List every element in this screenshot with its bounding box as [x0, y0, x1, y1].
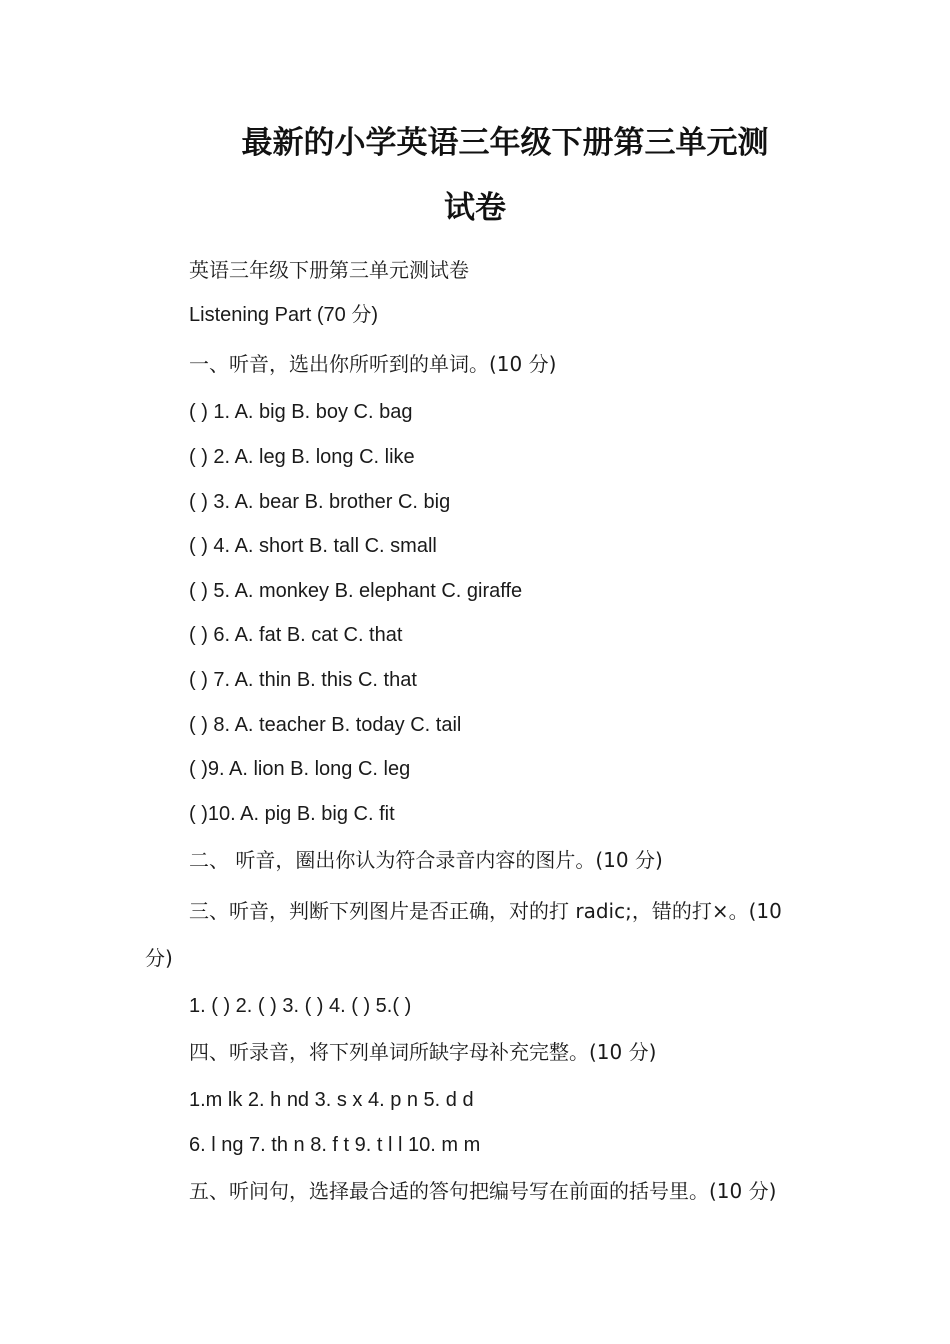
question-item-7: ( ) 7. A. thin B. this C. that: [189, 669, 417, 691]
question-heading-2: 二、 听音，圈出你认为符合录音内容的图片。(10 分): [189, 848, 663, 872]
question-item-6: ( ) 6. A. fat B. cat C. that: [189, 624, 403, 646]
question-item-5: ( ) 5. A. monkey B. elephant C. giraffe: [189, 580, 523, 602]
question-item-4: ( ) 4. A. short B. tall C. small: [189, 535, 437, 557]
question-item-8: ( ) 8. A. teacher B. today C. tail: [189, 714, 462, 736]
section-heading-listening: Listening Part (70 分): [189, 304, 378, 326]
question-item-1: ( ) 1. A. big B. boy C. bag: [189, 401, 413, 423]
document-title-line-2: 试卷: [444, 190, 506, 226]
answer-blanks-3: 1. ( ) 2. ( ) 3. ( ) 4. ( ) 5.( ): [189, 995, 412, 1017]
question-item-10: ( )10. A. pig B. big C. fit: [189, 803, 395, 825]
question-item-9: ( )9. A. lion B. long C. leg: [189, 758, 411, 780]
missing-letters-row-2: 6. l ng 7. th n 8. f t 9. t l l 10. m m: [189, 1134, 481, 1156]
subtitle: 英语三年级下册第三单元测试卷: [189, 258, 469, 282]
question-heading-3-continued: 分): [145, 946, 173, 970]
question-item-2: ( ) 2. A. leg B. long C. like: [189, 446, 415, 468]
question-heading-5: 五、听问句，选择最合适的答句把编号写在前面的括号里。(10 分): [189, 1179, 777, 1203]
question-item-3: ( ) 3. A. bear B. brother C. big: [189, 491, 451, 513]
missing-letters-row-1: 1.m lk 2. h nd 3. s x 4. p n 5. d d: [189, 1089, 474, 1111]
document-title-line-1: 最新的小学英语三年级下册第三单元测: [241, 125, 769, 161]
question-heading-1: 一、听音，选出你所听到的单词。(10 分): [189, 352, 557, 376]
question-heading-4: 四、听录音，将下列单词所缺字母补充完整。(10 分): [189, 1040, 657, 1064]
question-heading-3: 三、听音，判断下列图片是否正确，对的打 radic;，错的打×。(10: [189, 899, 782, 923]
